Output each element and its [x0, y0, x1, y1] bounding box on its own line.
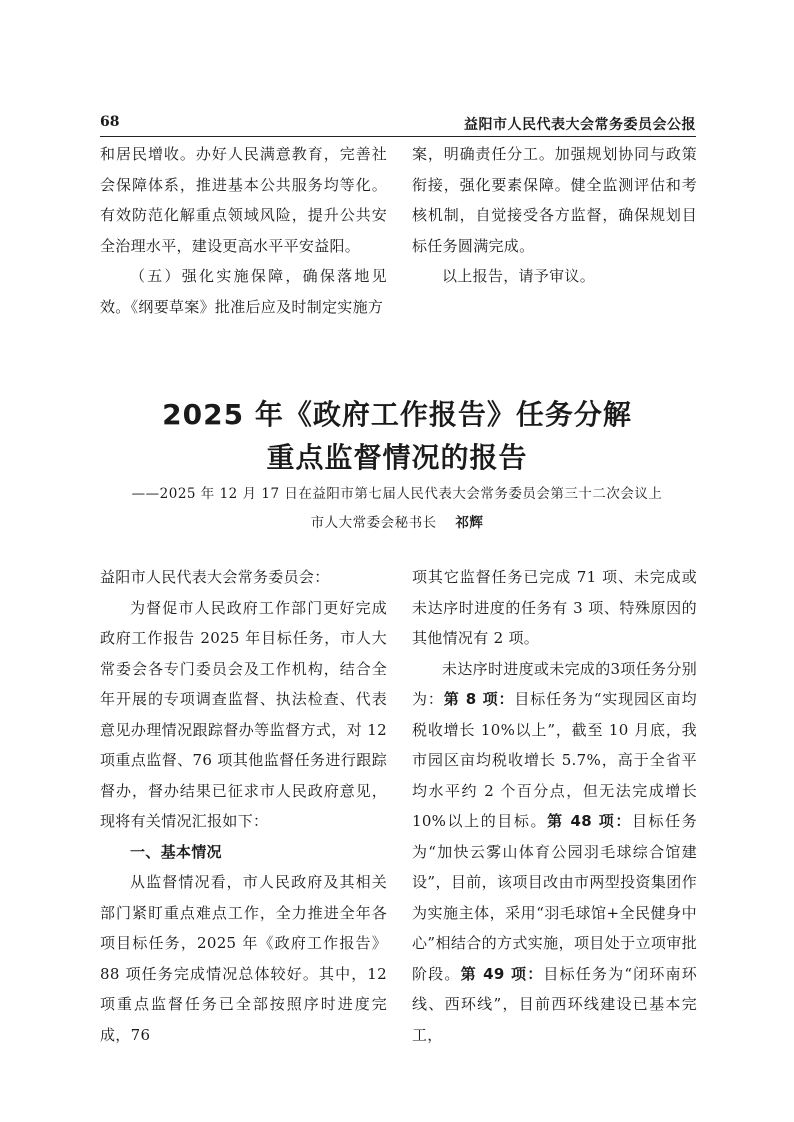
article-title-line1: 2025 年《政府工作报告》任务分解 — [162, 398, 632, 431]
body-paragraph: 项其它监督任务已完成 71 项、未完成或未达序时进度的任务有 3 项、特殊原因的其他情况有 2 项。 — [412, 568, 697, 647]
header-rule — [100, 136, 696, 137]
section-lead: （五）强化实施保障，确保落地见效。 — [100, 267, 387, 316]
item-49-label: 第 49 项： — [460, 964, 544, 983]
page-header — [100, 114, 696, 138]
body-paragraph: 为督促市人民政府工作部门更好完成政府工作报告 2025 年目标任务，市人大常委会各专门委员会及工作机构，结合全年开展的专项调查监督、执法检查、代表意见办理情况跟踪督办等监督方式，对 12 项重点监督、76 项其他监督任务进行跟踪督办，督办结果已征求市人民政府意见，现将有关情况汇报如下： — [100, 598, 387, 830]
section-rest: 《纲要草案》批准后应及时制定实施方 — [130, 297, 384, 316]
author-name: 祁辉 — [455, 515, 484, 531]
body-paragraph-items — [412, 654, 697, 1051]
author-role: 市人大常委会秘书长 — [310, 515, 437, 531]
salutation: 益阳市人民代表大会常务委员会： — [100, 568, 330, 586]
item-8-label: 第 8 项： — [443, 690, 515, 708]
article-right-column — [412, 562, 697, 1050]
item-48-text: 目标任务为“加快云雾山体育公园羽毛球综合馆建设”，目前，该项目改由市两型投资集团作为实施主体，采用“羽毛球馆+全民健身中心”相结合的方式实施，项目处于立项审批阶段。 — [412, 812, 698, 983]
body-paragraph: 从监督情况看，市人民政府及其相关部门紧盯重点难点工作，全力推进全年各项目标任务，2025 年《政府工作报告》88 项任务完成情况总体较好。其中，12 项重点监督任务已全部按照序时进度完成，76 — [100, 873, 387, 1044]
prev-closing: 以上报告，请予审议。 — [442, 267, 596, 285]
section-heading: 一、基本情况 — [130, 842, 222, 861]
article-left-column — [100, 562, 387, 1050]
item-48-label: 第 48 项： — [547, 812, 632, 830]
journal-title: 益阳市人民代表大会常务委员会公报 — [464, 117, 696, 133]
item-8-text: 目标任务为“实现园区亩均税收增长 10%以上”，截至 10 月底，我市园区亩均税收增长 5.7%，高于全省平均水平约 2 个百分点，但无法完成增长 10%以上的目标。 — [412, 690, 697, 830]
article-title-line2: 重点监督情况的报告 — [266, 441, 528, 474]
prev-paragraph-section5 — [100, 261, 387, 322]
prev-paragraph: 案，明确责任分工。加强规划协同与政策衔接，强化要素保障。健全监测评估和考核机制，自觉接受各方监督，确保规划目标任务圆满完成。 — [412, 145, 697, 255]
items-intro: 未达序时进度或未完成的3项任务分别为： — [412, 659, 697, 708]
article-subtitle-line1: ——2025 年 12 月 17 日在益阳市第七届人民代表大会常务委员会第三十二次会议上 — [131, 486, 663, 502]
article-subtitle-line2 — [0, 511, 794, 531]
prev-article-right-column — [412, 139, 697, 292]
prev-article-left-column — [100, 139, 387, 322]
prev-paragraph: 和居民增收。办好人民满意教育，完善社会保障体系，推进基本公共服务均等化。有效防范化解重点领域风险，提升公共安全治理水平，建设更高水平平安益阳。 — [100, 145, 387, 255]
item-49-text: 目标任务为“闭环南环线、西环线”，目前西环线建设已基本完工， — [412, 964, 698, 1044]
page-number: 68 — [100, 114, 120, 130]
